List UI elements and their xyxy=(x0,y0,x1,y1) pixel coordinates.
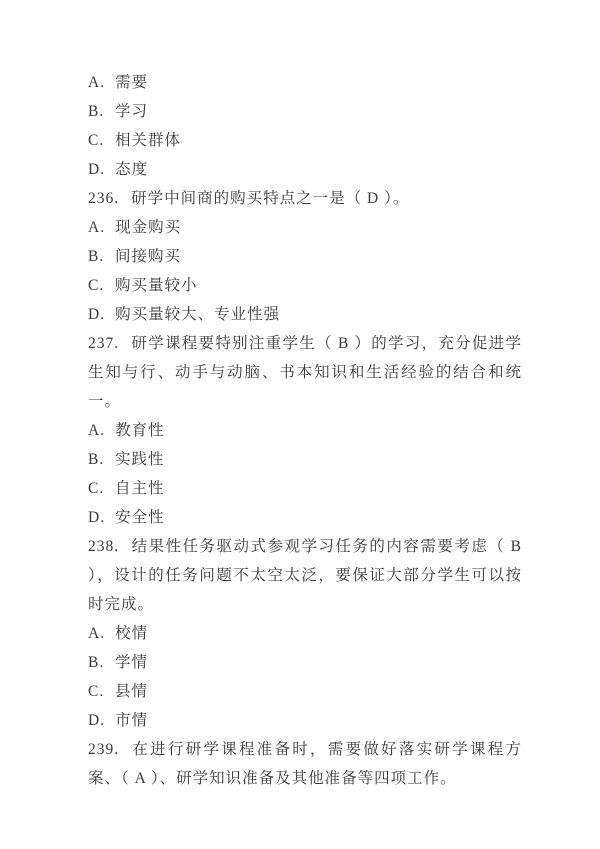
option-row xyxy=(88,503,522,532)
question-236 xyxy=(88,184,522,213)
question-number: 236. xyxy=(88,190,120,207)
question-number: 238. xyxy=(88,538,120,555)
question-number: 237. xyxy=(88,335,120,352)
option-row xyxy=(88,648,522,677)
option-label: B. xyxy=(88,103,105,120)
option-label: C. xyxy=(88,277,105,294)
exam-content xyxy=(88,68,522,793)
option-row xyxy=(88,271,522,300)
option-row xyxy=(88,126,522,155)
option-text: 购买量较大、专业性强 xyxy=(115,306,281,323)
option-label: A. xyxy=(88,625,106,642)
option-label: D. xyxy=(88,509,106,526)
option-text: 教育性 xyxy=(115,422,165,439)
option-text: 市情 xyxy=(115,712,149,729)
option-row xyxy=(88,474,522,503)
option-label: D. xyxy=(88,306,106,323)
option-label: B. xyxy=(88,654,105,671)
question-text: 在进行研学课程准备时，需要做好落实研学课程方案、（ A ）、研学知识准备及其他准备等四项工作。 xyxy=(88,741,522,787)
option-row xyxy=(88,619,522,648)
option-label: B. xyxy=(88,248,105,265)
option-text: 需要 xyxy=(115,74,149,91)
option-text: 相关群体 xyxy=(115,132,182,149)
question-237 xyxy=(88,329,522,416)
option-text: 现金购买 xyxy=(115,219,182,236)
question-238 xyxy=(88,532,522,619)
question-number: 239. xyxy=(88,741,120,758)
option-text: 校情 xyxy=(115,625,149,642)
option-text: 态度 xyxy=(115,161,149,178)
option-label: A. xyxy=(88,219,106,236)
option-row xyxy=(88,68,522,97)
option-row xyxy=(88,213,522,242)
option-label: A. xyxy=(88,74,106,91)
option-row xyxy=(88,677,522,706)
option-row xyxy=(88,300,522,329)
option-label: C. xyxy=(88,132,105,149)
option-text: 学习 xyxy=(115,103,149,120)
question-text: 研学课程要特别注重学生（ B ）的学习，充分促进学生知与行、动手与动脑、书本知识和生活经验的结合和统一。 xyxy=(88,335,522,410)
option-row xyxy=(88,97,522,126)
option-text: 自主性 xyxy=(115,480,165,497)
option-row xyxy=(88,706,522,735)
option-label: D. xyxy=(88,712,106,729)
option-text: 学情 xyxy=(115,654,149,671)
option-label: C. xyxy=(88,480,105,497)
option-text: 实践性 xyxy=(115,451,165,468)
option-row xyxy=(88,155,522,184)
option-text: 购买量较小 xyxy=(115,277,198,294)
question-text: 结果性任务驱动式参观学习任务的内容需要考虑（ B ），设计的任务问题不太空太泛，要保证大部分学生可以按时完成。 xyxy=(88,538,522,613)
option-label: D. xyxy=(88,161,106,178)
question-text: 研学中间商的购买特点之一是（ D ）。 xyxy=(131,190,410,207)
option-row xyxy=(88,445,522,474)
option-label: A. xyxy=(88,422,106,439)
option-label: B. xyxy=(88,451,105,468)
option-label: C. xyxy=(88,683,105,700)
option-text: 安全性 xyxy=(115,509,165,526)
option-text: 间接购买 xyxy=(115,248,182,265)
option-row xyxy=(88,416,522,445)
question-239 xyxy=(88,735,522,793)
option-text: 县情 xyxy=(115,683,149,700)
option-row xyxy=(88,242,522,271)
